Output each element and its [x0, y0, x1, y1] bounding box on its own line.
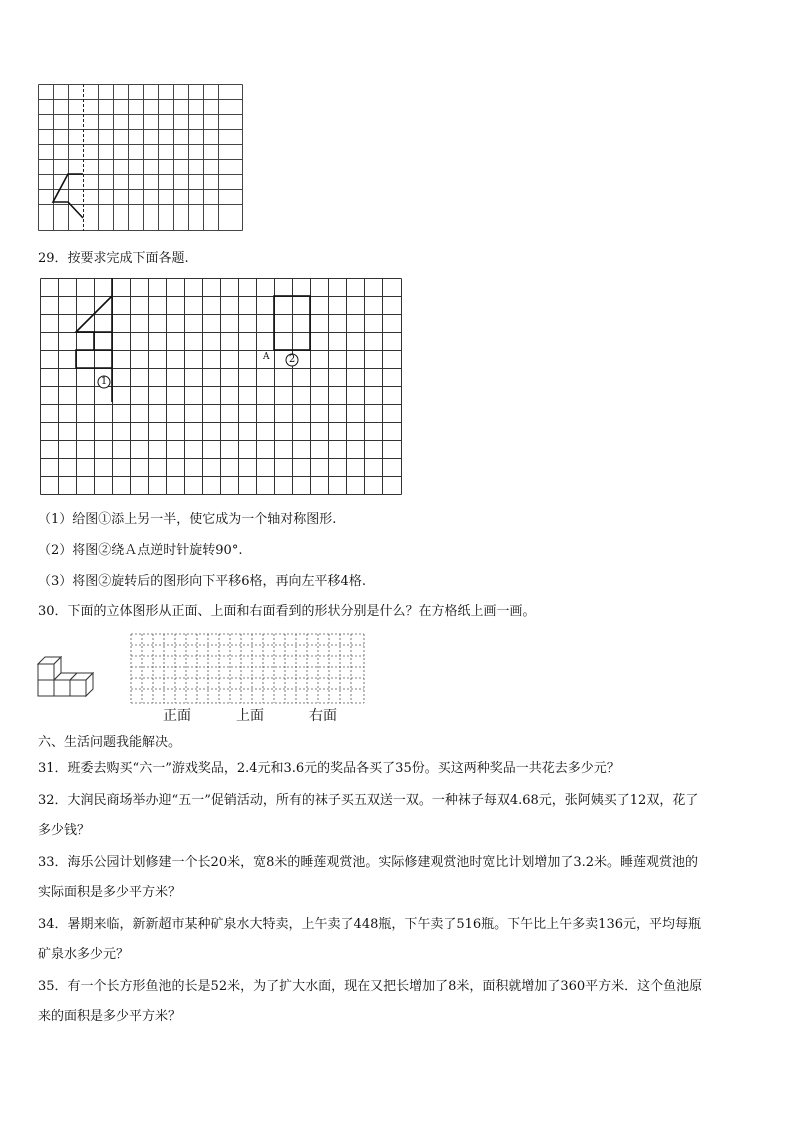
point-a-label: A [263, 352, 270, 362]
q34-line2: 矿泉水多少元？ [38, 947, 130, 962]
q30-title: 30．下面的立体图形从正面、上面和右面看到的形状分别是什么？在方格纸上画一画。 [38, 604, 536, 619]
q34-line1: 34．暑期来临，新新超市某种矿泉水大特卖，上午卖了448瓶，下午卖了516瓶。下午比上午多卖136元，平均每瓶 [38, 917, 701, 932]
cube-stack [36, 655, 94, 701]
q30-dashed-grid [130, 633, 366, 705]
q32-line1: 32．大润民商场举办迎“五一”促销活动，所有的袜子买五双送一双。一种袜子每双4.68元，张阿姨买了12双，花了 [38, 793, 699, 808]
q32-line2: 多少钱？ [38, 823, 91, 838]
view-label-top: 上面 [236, 708, 264, 724]
q35-line2: 来的面积是多少平方米？ [38, 1009, 182, 1024]
q29-title: 29．按要求完成下面各题. [38, 251, 189, 266]
q33-line2: 实际面积是多少平方米？ [38, 885, 182, 900]
section6-heading: 六、生活问题我能解决。 [38, 735, 182, 750]
q31-text: 31．班委去购买“六一”游戏奖品，2.4元和3.6元的奖品各买了35份。买这两种奖品一共花去多少元？ [38, 761, 620, 776]
shape1-mark: 1 [100, 376, 108, 387]
symmetry-grid-top [38, 84, 244, 232]
q29-sub1: （1）给图①添上另一半，使它成为一个轴对称图形. [38, 512, 337, 527]
q29-sub3: （3）将图②旋转后的图形向下平移6格，再向左平移4格. [38, 574, 366, 589]
q33-line1: 33．海乐公园计划修建一个长20米，宽8米的睡莲观赏池。实际修建观赏池时宽比计划增加了3.2米。睡莲观赏池的 [38, 855, 699, 870]
shape2-mark: 2 [288, 354, 296, 365]
view-label-front: 正面 [163, 708, 191, 724]
q35-line1: 35．有一个长方形鱼池的长是52米，为了扩大水面，现在又把长增加了8米，面积就增加了360平方米．这个鱼池原 [38, 979, 703, 994]
q29-sub2: （2）将图②绕Ａ点逆时针旋转90°. [38, 543, 243, 558]
q29-grid [40, 278, 404, 496]
view-label-right: 右面 [309, 708, 337, 724]
